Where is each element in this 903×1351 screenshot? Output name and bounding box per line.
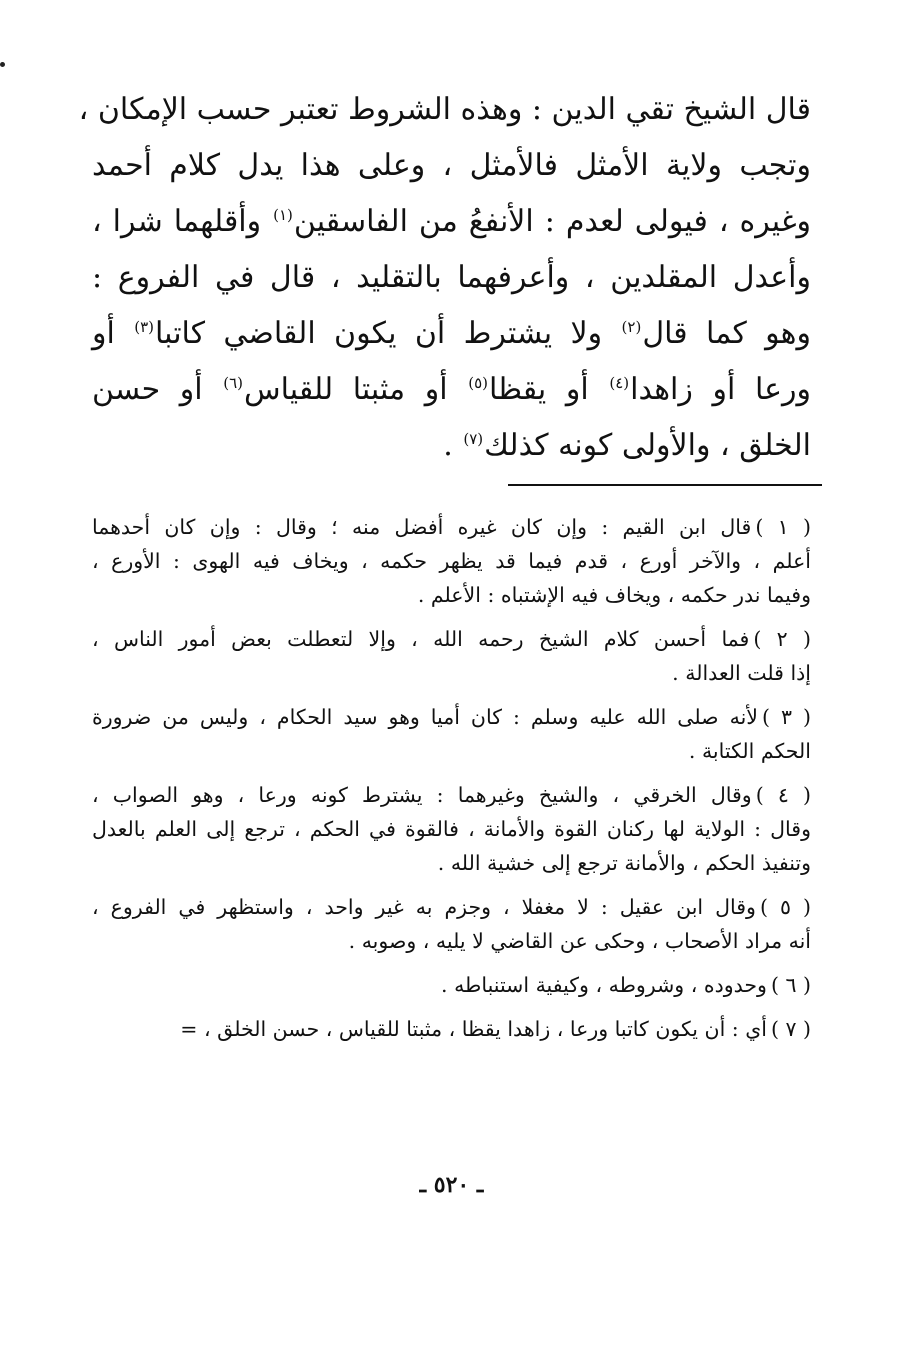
footnote-6 <box>92 968 811 1002</box>
page-number: ـ ٥٢٠ ـ <box>419 1172 484 1198</box>
footnote-6-number: ( ٦ ) <box>770 973 811 997</box>
main-line-5 <box>92 306 811 362</box>
main-line-5-mid: ولا يشترط أن يكون القاضي كاتبا <box>155 316 603 351</box>
footnote-5-text-1: وقال ابن عقيل : لا مغفلا ، وجزم به غير واحد ، واستظهر في الفروع ، <box>92 895 756 919</box>
footnote-4-line-3: وتنفيذ الحكم ، والأمانة ترجع إلى خشية الله . <box>437 851 811 875</box>
footnote-ref-4[interactable]: (٤) <box>609 374 630 392</box>
main-line-7-end: . <box>443 428 453 463</box>
footnote-7-text-1: أي : أن يكون كاتبا ورعا ، زاهدا يقظا ، مثبتا للقياس ، حسن الخلق ، = <box>180 1017 767 1041</box>
footnote-4-line-2: وقال : الولاية لها ركنان القوة والأمانة ، فالقوة في الحكم ، ترجع إلى العلم بالعدل <box>92 817 811 841</box>
footnote-3-number: ( ٣ ) <box>761 705 811 729</box>
footnote-2-text-1: فما أحسن كلام الشيخ رحمه الله ، وإلا لتعطلت بعض أمور الناس ، <box>92 627 750 651</box>
footnote-3-line-2: الحكم الكتابة . <box>688 739 811 763</box>
footnote-4 <box>92 778 811 880</box>
footnote-separator <box>508 484 822 486</box>
footnote-1-line-1 <box>92 510 811 544</box>
footnote-ref-3[interactable]: (٣) <box>134 318 155 336</box>
footnote-7 <box>92 1012 811 1046</box>
main-line-5-text: وهو كما قال <box>642 316 811 351</box>
main-line-7-text: الخلق ، والأولى كونه كذلك <box>484 428 811 463</box>
main-line-3-tail: وأقلهما شرا ، <box>92 204 262 239</box>
main-line-6-text: ورعا أو زاهدا <box>630 372 811 407</box>
footnote-7-number: ( ٧ ) <box>770 1017 811 1041</box>
footnote-2 <box>92 622 811 690</box>
footnote-ref-6[interactable]: (٦) <box>223 374 244 392</box>
main-line-6-c: أو حسن <box>92 372 203 407</box>
main-line-3 <box>92 194 811 250</box>
footnote-5-line-2: أنه مراد الأصحاب ، وحكى عن القاضي لا يليه ، وصوبه . <box>348 929 811 953</box>
footnote-5 <box>92 890 811 958</box>
footnote-3-text-1: لأنه صلى الله عليه وسلم : كان أميا وهو سيد الحكام ، وليس من ضرورة <box>92 705 758 729</box>
main-line-3-text: وغيره ، فيولى لعدم : الأنفعُ من الفاسقين <box>293 204 811 239</box>
footnote-ref-7[interactable]: (٧) <box>463 430 484 448</box>
footnote-1-number: ( ١ ) <box>755 515 812 539</box>
footnote-5-line-1 <box>92 890 811 924</box>
footnote-7-line-1 <box>92 1012 811 1046</box>
main-line-2: وتجب ولاية الأمثل فالأمثل ، وعلى هذا يدل كلام أحمد <box>92 148 811 183</box>
footnote-6-line-1 <box>92 968 811 1002</box>
footnote-1 <box>92 510 811 612</box>
footnote-3-line-1 <box>92 700 811 734</box>
footnote-6-text-1: وحدوده ، وشروطه ، وكيفية استنباطه . <box>441 973 767 997</box>
footnote-1-line-3: وفيما ندر حكمه ، ويخاف فيه الإشتباه : الأعلم . <box>417 583 811 607</box>
footnote-2-line-2: إذا قلت العدالة . <box>672 661 811 685</box>
footnotes <box>92 510 811 1056</box>
main-line-6 <box>92 362 811 418</box>
main-paragraph <box>78 82 811 474</box>
main-line-7 <box>92 418 811 474</box>
footnote-4-text-1: وقال الخرقي ، والشيخ وغيرهما : يشترط كونه ورعا ، وهو الصواب ، <box>92 783 752 807</box>
footnote-4-line-1 <box>92 778 811 812</box>
footnote-ref-2[interactable]: (٢) <box>621 318 642 336</box>
footnote-2-number: ( ٢ ) <box>753 627 812 651</box>
main-line-6-b: أو مثبتا للقياس <box>244 372 448 407</box>
footnote-5-number: ( ٥ ) <box>759 895 811 919</box>
main-line-1: قال الشيخ تقي الدين : وهذه الشروط تعتبر حسب الإمكان ، <box>78 92 811 127</box>
footnote-4-number: ( ٤ ) <box>755 783 812 807</box>
main-line-5-tail: أو <box>92 316 115 351</box>
footnote-2-line-1 <box>92 622 811 656</box>
footnote-1-text-1: قال ابن القيم : وإن كان غيره أفضل منه ؛ وقال : وإن كان أحدهما <box>92 515 752 539</box>
main-line-6-a: أو يقظا <box>488 372 589 407</box>
scan-edge-mark <box>0 62 5 67</box>
footnote-3 <box>92 700 811 768</box>
footnote-ref-1[interactable]: (١) <box>273 206 293 224</box>
footnote-ref-5[interactable]: (٥) <box>468 374 488 392</box>
footnote-1-line-2: أعلم ، والآخر أورع ، قدم فيما قد يظهر حكمه ، ويخاف فيه الهوى : الأورع ، <box>92 549 811 573</box>
main-line-4: وأعدل المقلدين ، وأعرفهما بالتقليد ، قال في الفروع : <box>92 260 811 295</box>
